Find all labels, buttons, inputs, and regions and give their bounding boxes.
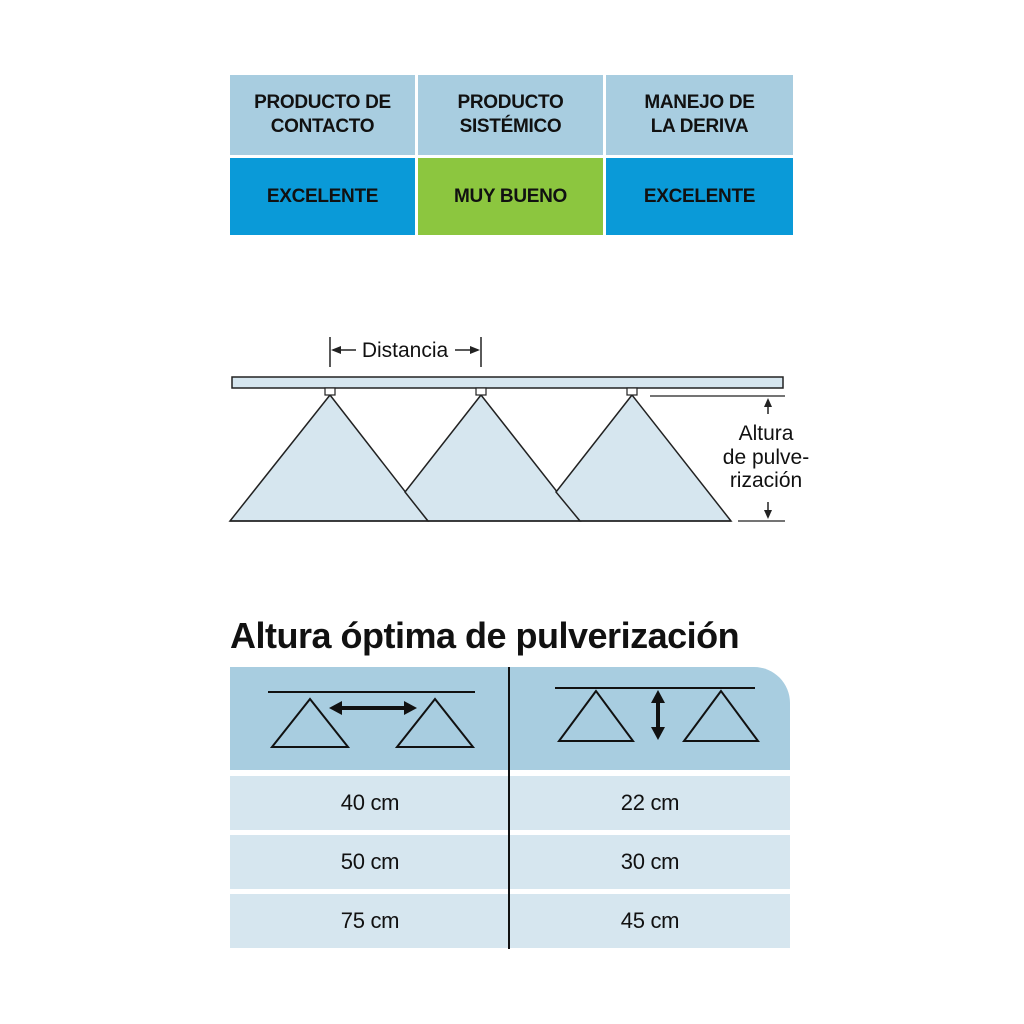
spacing-value: 40 cm [340, 790, 400, 815]
spray-fans [230, 395, 731, 521]
rating-contact-product: EXCELENTE [230, 158, 418, 235]
spacing-value: 50 cm [340, 849, 400, 874]
height-label-line-1: Altura [738, 422, 794, 445]
spray-fan-3 [556, 395, 731, 521]
header-drift-management: MANEJO DE LA DERIVA [606, 75, 793, 155]
table-row [230, 776, 790, 830]
header-height [510, 667, 790, 770]
distance-label: Distancia [361, 339, 449, 362]
table-column-divider [508, 667, 510, 949]
height-label-line-2: de pulve- [722, 446, 810, 469]
rating-systemic-product: MUY BUENO [418, 158, 606, 235]
spray-boom [232, 377, 783, 388]
nozzle-3 [627, 388, 637, 395]
height-value: 30 cm [620, 849, 680, 874]
spray-height-icon [510, 667, 790, 770]
ratings-header-row [230, 75, 793, 155]
height-value: 45 cm [620, 908, 680, 933]
rating-drift-management: EXCELENTE [606, 158, 793, 235]
ratings-value-row [230, 158, 793, 235]
height-arrowhead-top [764, 398, 772, 407]
distance-arrowhead-left [331, 346, 341, 354]
height-value: 22 cm [620, 790, 680, 815]
heights-title: Altura óptima de pulverización [230, 615, 740, 656]
spacing-value: 75 cm [340, 908, 400, 933]
table-row [230, 835, 790, 889]
height-label-line-3: rización [729, 469, 803, 492]
nozzles [325, 388, 637, 395]
ratings-table [230, 75, 793, 235]
distance-arrowhead-right [470, 346, 480, 354]
heights-header-row [230, 667, 790, 770]
nozzle-spacing-icon [230, 667, 510, 770]
spray-fan-2 [405, 395, 580, 521]
height-arrowhead-bottom [764, 510, 772, 519]
nozzle-2 [476, 388, 486, 395]
nozzle-1 [325, 388, 335, 395]
header-spacing [230, 667, 510, 770]
distance-dimension [330, 337, 481, 367]
table-row [230, 894, 790, 948]
header-contact-product: PRODUCTO DE CONTACTO [230, 75, 418, 155]
spray-fan-1 [230, 395, 428, 521]
heights-table [230, 667, 790, 948]
header-systemic-product: PRODUCTO SISTÉMICO [418, 75, 606, 155]
